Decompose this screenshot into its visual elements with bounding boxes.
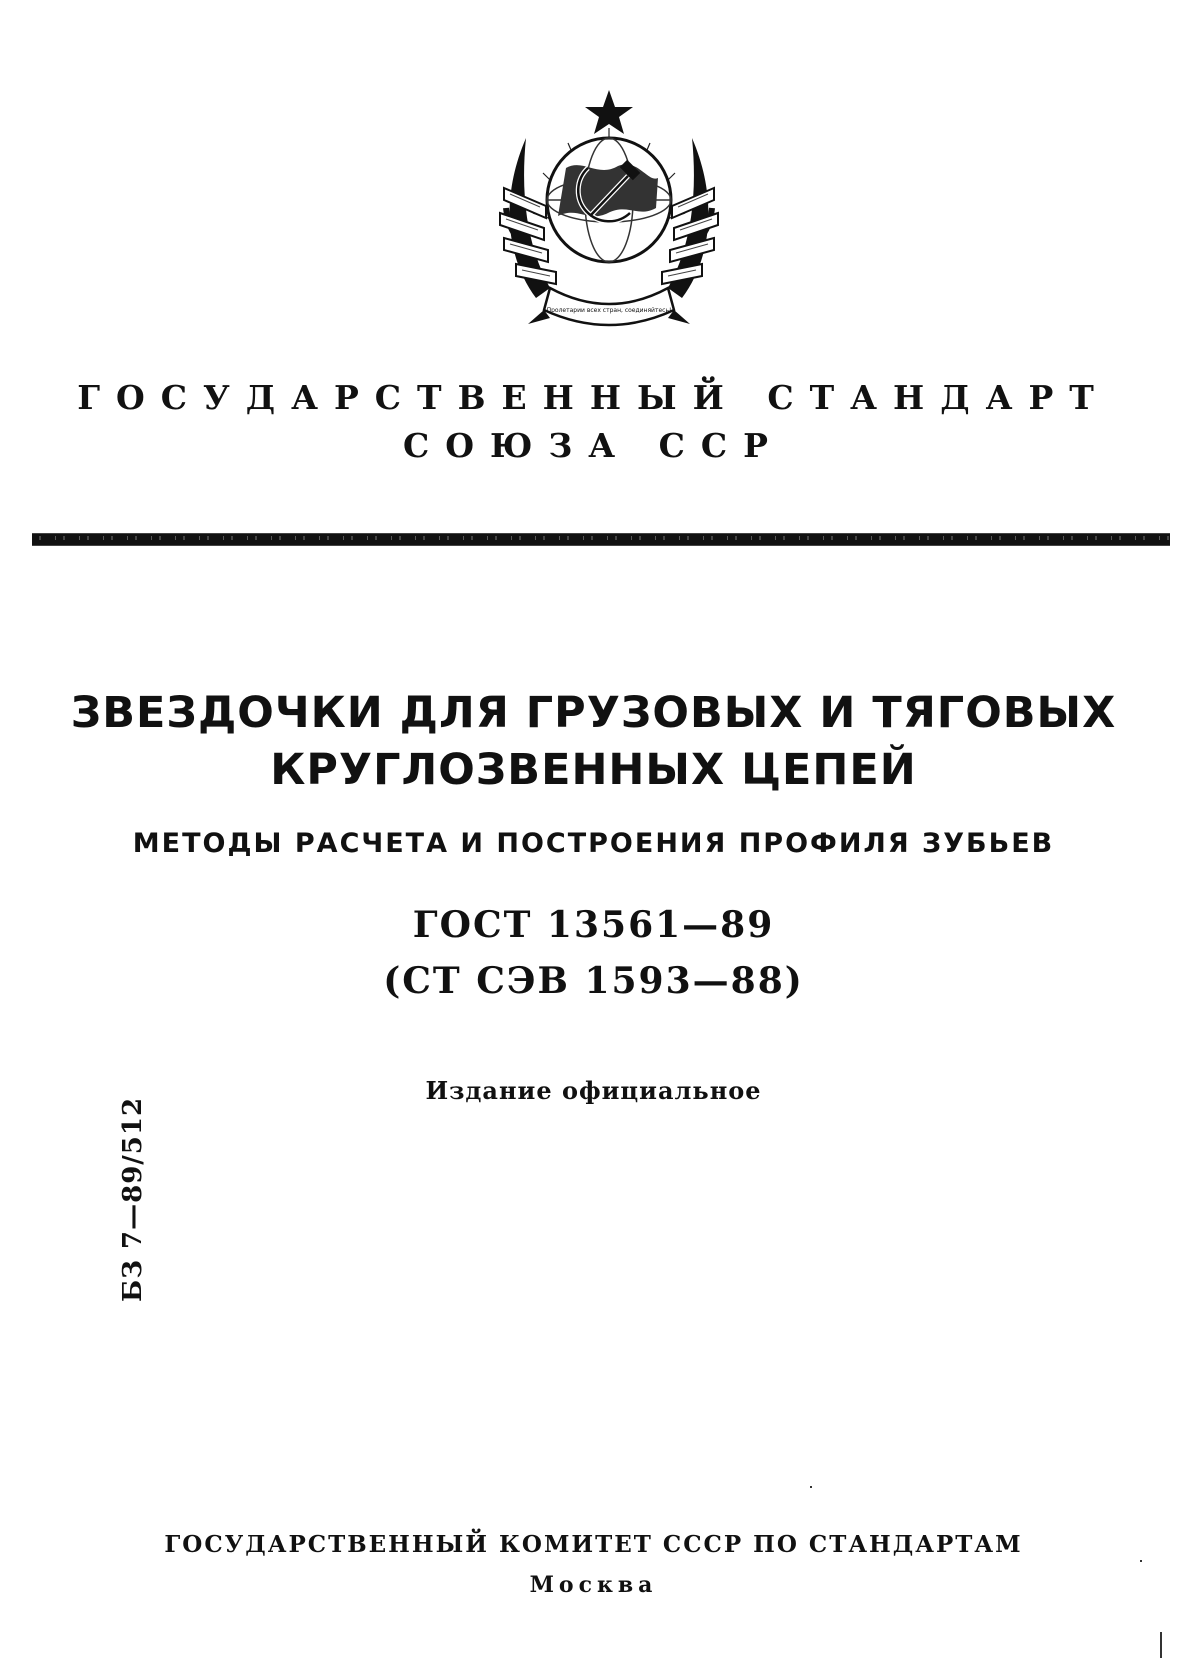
document-title-line2: КРУГЛОЗВЕННЫХ ЦЕПЕЙ <box>270 745 917 795</box>
standard-header-line1: ГОСУДАРСТВЕННЫЙ СТАНДАРТ <box>77 378 1110 417</box>
document-title-line1: ЗВЕЗДОЧКИ ДЛЯ ГРУЗОВЫХ И ТЯГОВЫХ <box>70 688 1117 738</box>
horizontal-rule-texture <box>32 536 1170 540</box>
document-subtitle: МЕТОДЫ РАСЧЕТА И ПОСТРОЕНИЯ ПРОФИЛЯ ЗУБЬЕВ <box>132 828 1055 859</box>
ussr-coat-of-arms-emblem <box>488 88 730 338</box>
publisher-name: ГОСУДАРСТВЕННЫЙ КОМИТЕТ СССР ПО СТАНДАРТАМ <box>164 1531 1023 1558</box>
cmea-designation: (СТ СЭВ 1593—88) <box>383 960 804 1002</box>
side-code-vertical: БЗ 7—89/512 <box>118 1096 148 1302</box>
standard-header-line2: СОЮЗА ССР <box>403 426 784 465</box>
gost-designation: ГОСТ 13561—89 <box>412 904 775 946</box>
publisher-city: Москва <box>529 1572 658 1598</box>
edition-note: Издание официальное <box>425 1076 762 1105</box>
star-icon <box>585 90 633 134</box>
emblem-ribbon-text: Пролетарии всех стран, соединяйтесь! <box>546 307 672 314</box>
